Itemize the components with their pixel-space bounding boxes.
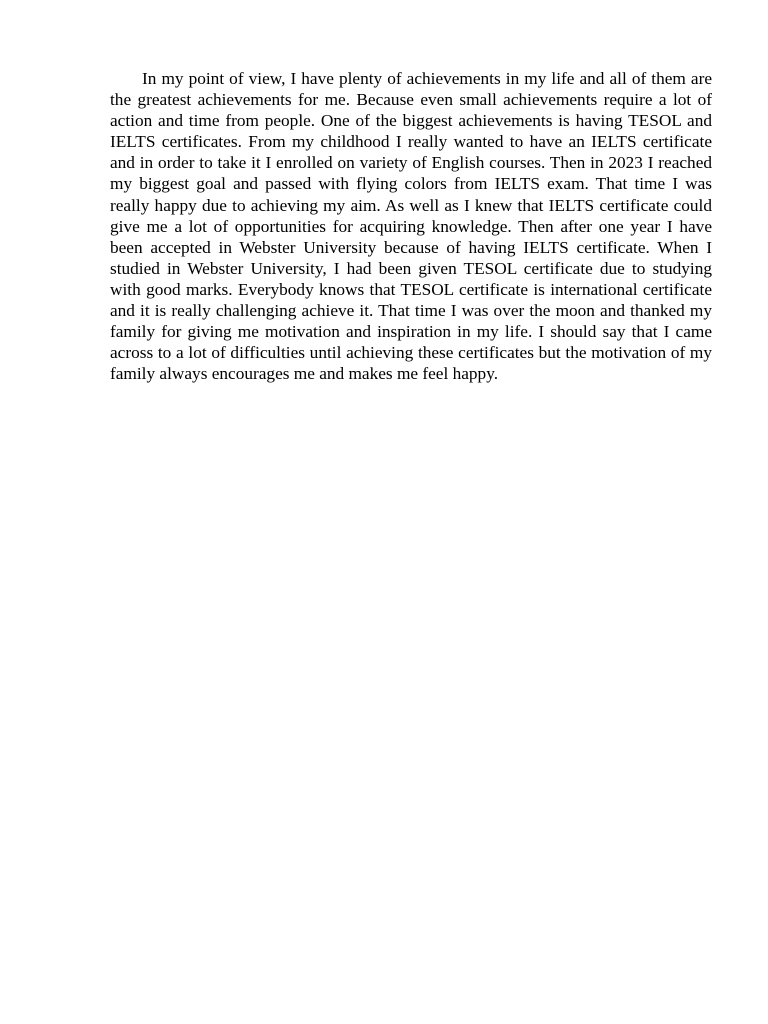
body-paragraph: In my point of view, I have plenty of achievements in my life and all of them are the greatest achievements for me. Because even small achievements require a lot of action and time from people. One of the biggest achievements is having TESOL and IELTS certificates. From my childhood I really wanted to have an IELTS certificate and in order to take it I enrolled on variety of English courses. Then in 2023 I reached my biggest goal and passed with flying colors from IELTS exam. That time I was really happy due to achieving my aim. As well as I knew that IELTS certificate could give me a lot of opportunities for acquiring knowledge. Then after one year I have been accepted in Webster University because of having IELTS certificate. When I studied in Webster University, I had been given TESOL certificate due to studying with good marks. Everybody knows that TESOL certificate is international certificate and it is really challenging achieve it. That time I was over the moon and thanked my family for giving me motivation and inspiration in my life. I should say that I came across to a lot of difficulties until achieving these certificates but the motivation of my family always encourages me and makes me feel happy. <box>110 69 712 384</box>
